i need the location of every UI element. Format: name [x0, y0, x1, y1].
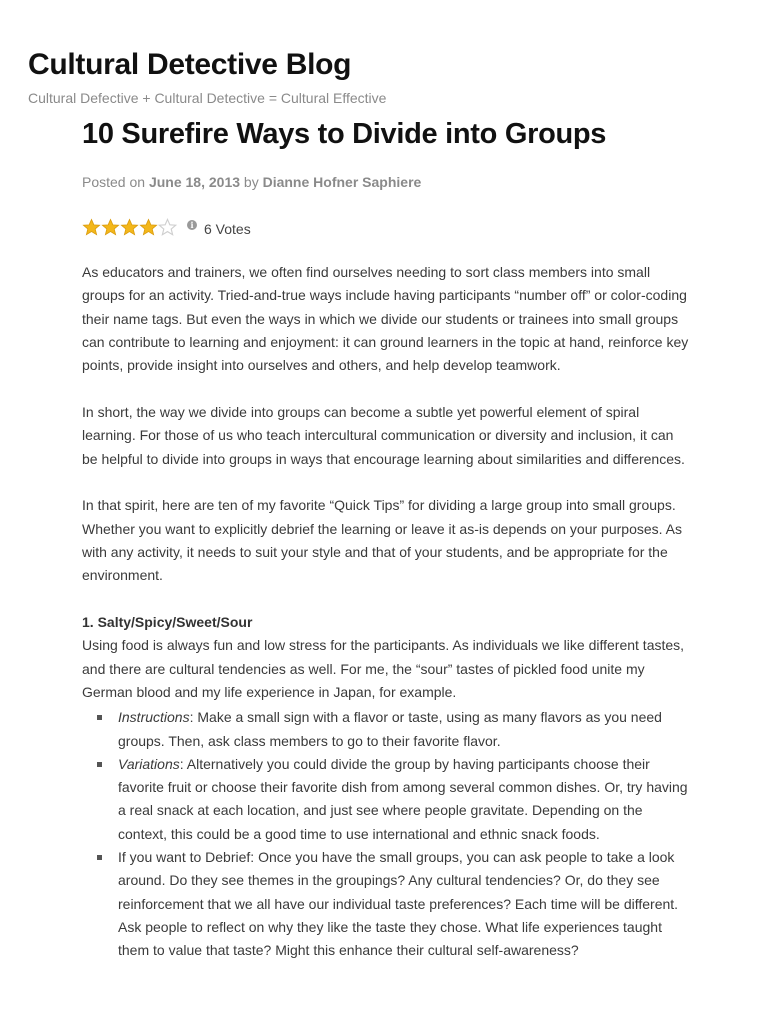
post-meta	[82, 174, 421, 190]
item-text: : Make a small sign with a flavor or taste, using as many flavors as you need groups. Then, ask class members to go to their favorite flavor.	[118, 709, 662, 749]
vote-count: 6 Votes	[204, 221, 251, 237]
item-text: If you want to Debrief: Once you have the small groups, you can ask people to take a look around. Do they see themes in the groupings? Any cultural tendencies? Or, do they see reinforcement that we all have our individual taste preferences? Each time will be different. Ask people to reflect on why they like the taste they chose. What life experiences taught them to value that taste? Might this enhance their cultural self-awareness?	[118, 849, 679, 959]
star-filled-icon[interactable]	[101, 218, 120, 237]
section-heading: 1. Salty/Spicy/Sweet/Sour	[82, 614, 253, 631]
by-label: by	[243, 174, 259, 190]
list-item	[118, 753, 690, 846]
item-text: : Alternatively you could divide the group by having participants choose their favorite fruit or choose their favorite dish from among several common dishes. Or, try having a real snack at each location, and just see where people gravitate. Depending on the context, this could be a good time to use international and ethnic snack foods.	[118, 755, 688, 842]
star-filled-icon[interactable]	[139, 218, 158, 237]
post-content	[82, 261, 690, 963]
item-label: Variations	[118, 755, 180, 772]
site-title-link[interactable]: Cultural Detective Blog	[28, 48, 352, 81]
star-filled-icon[interactable]	[120, 218, 139, 237]
star-rating	[82, 218, 251, 240]
paragraph: In that spirit, here are ten of my favorite “Quick Tips” for dividing a large group into small groups. Whether you want to explicitly debrief the learning or leave it as-is depends on your purposes. As with any activity, it needs to suit your style and that of your students, and be appropriate for the environment.	[82, 497, 682, 584]
post-date-link[interactable]: June 18, 2013	[148, 174, 241, 190]
star-empty-icon[interactable]	[158, 218, 177, 237]
rating-stars[interactable]	[82, 218, 177, 240]
star-filled-icon[interactable]	[82, 218, 101, 237]
list-item	[118, 846, 690, 962]
item-label: Instructions	[118, 709, 190, 726]
info-icon[interactable]: i	[187, 220, 197, 230]
list-item	[118, 706, 690, 753]
tips-list	[82, 706, 690, 962]
paragraph: As educators and trainers, we often find ourselves needing to sort class members into small groups for an activity. Tried-and-true ways include having participants “number off” or color-coding their name tags. But even the ways in which we divide our students or trainees into small groups can contribute to learning and enjoyment: it can ground learners in the topic at hand, reinforce key points, provide insight into ourselves and others, and help develop teamwork.	[82, 264, 689, 374]
paragraph: In short, the way we divide into groups can become a subtle yet powerful element of spiral learning. For those of us who teach intercultural communication or diversity and inclusion, it can be helpful to divide into groups in ways that encourage learning about similarities and differences.	[82, 403, 685, 467]
site-description: Cultural Defective + Cultural Detective = Cultural Effective	[28, 90, 387, 106]
author-link[interactable]: Dianne Hofner Saphiere	[262, 174, 422, 190]
section-intro: Using food is always fun and low stress for the participants. As individuals we like different tastes, and there are cultural tendencies as well. For me, the “sour” tastes of pickled food unite my German blood and my life experience in Japan, for example.	[82, 637, 685, 700]
post-title: 10 Surefire Ways to Divide into Groups	[82, 118, 607, 150]
posted-on-label: Posted on	[82, 174, 146, 190]
